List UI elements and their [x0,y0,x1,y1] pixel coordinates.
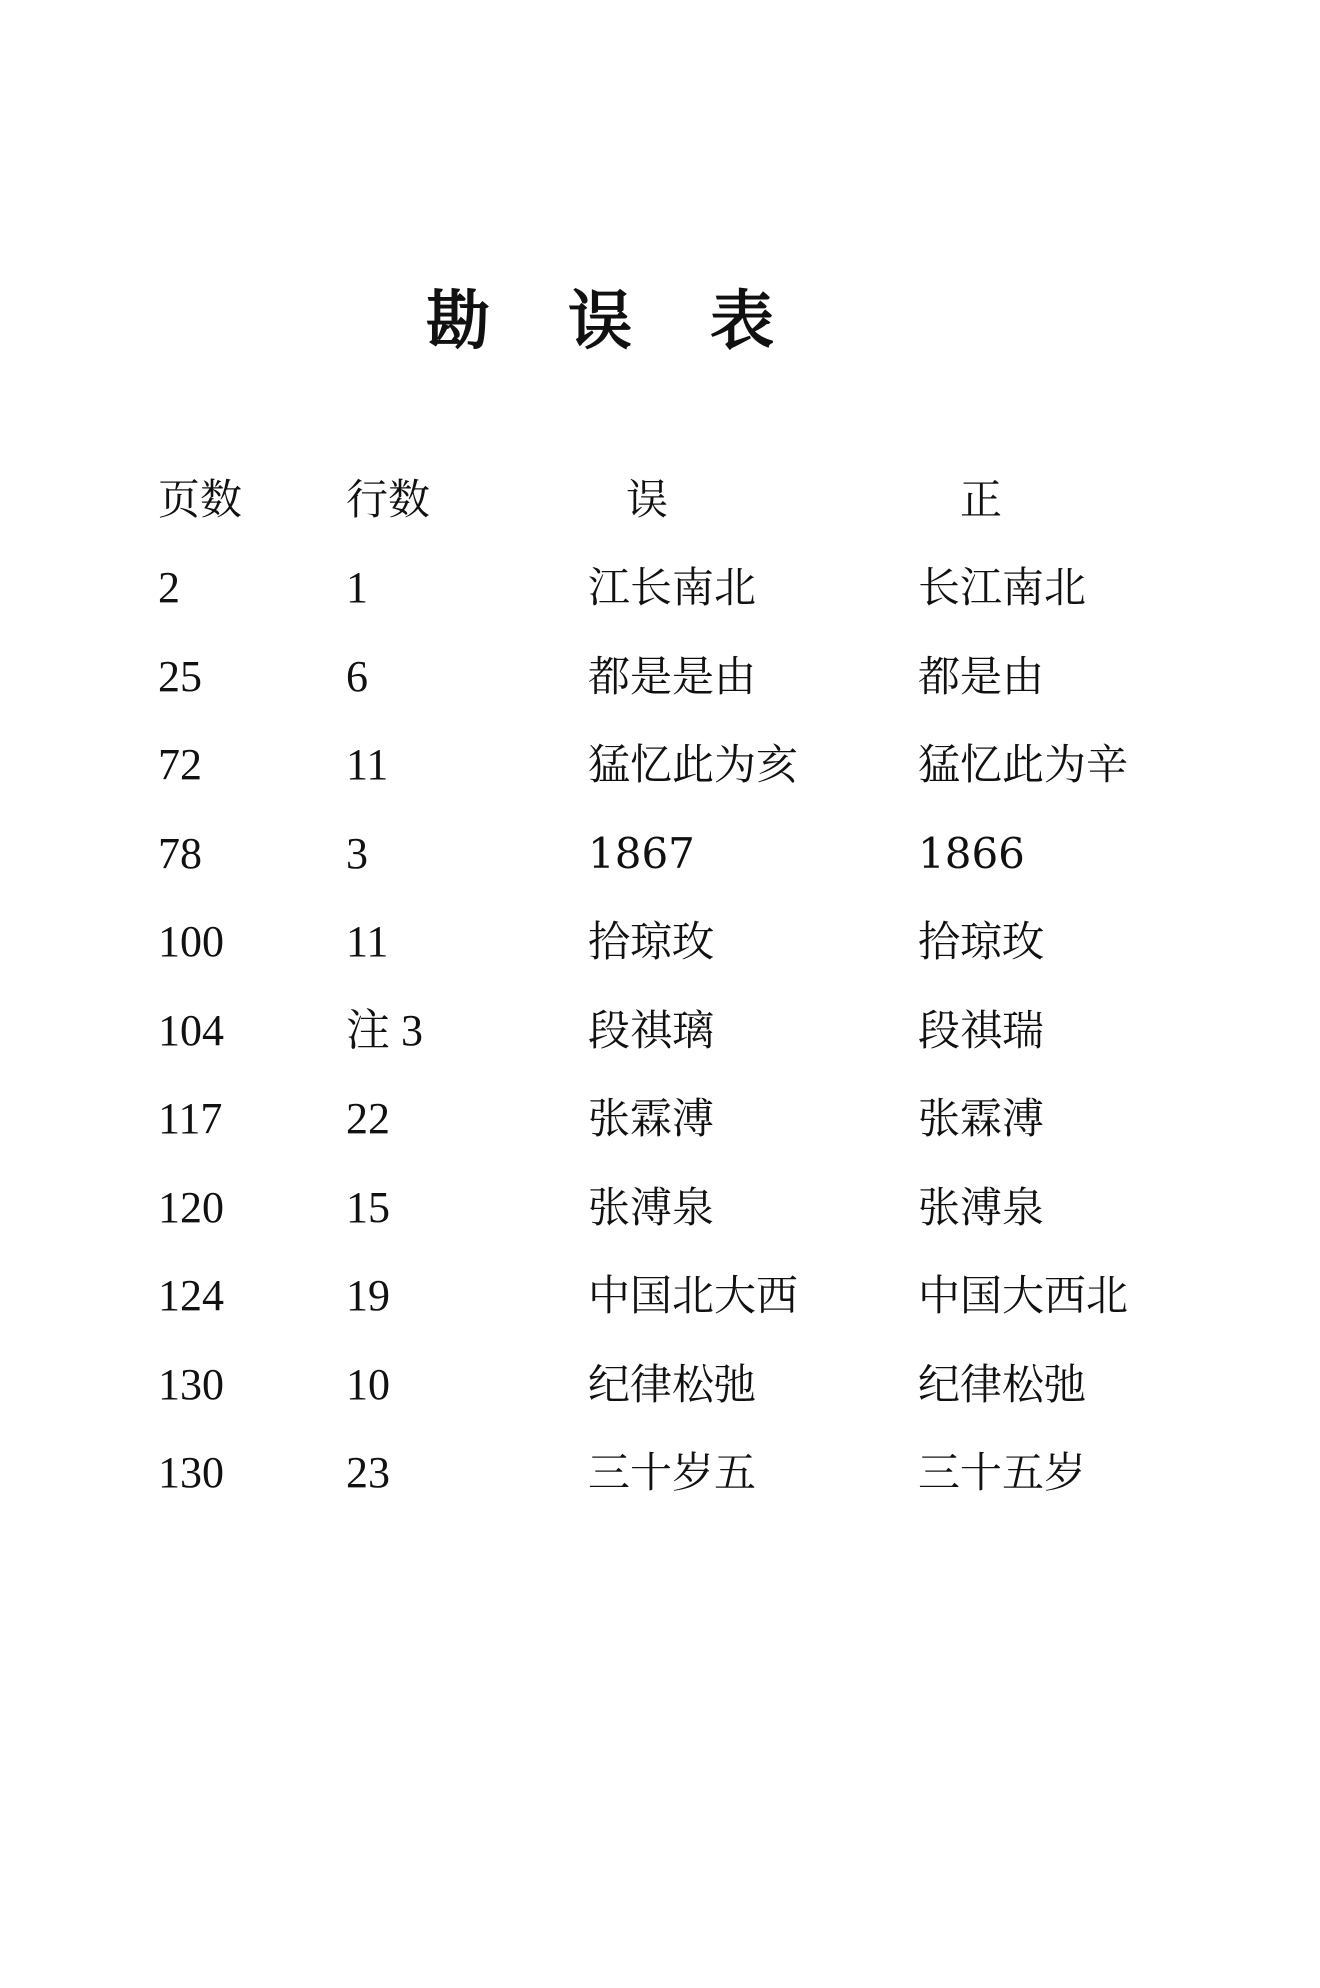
cell-line: 23 [346,1448,390,1497]
cell-page: 120 [158,1182,224,1232]
cell-line: 1 [346,563,368,612]
cell-line: 22 [346,1094,390,1143]
cell-page: 2 [158,563,180,612]
cell-line: 注 3 [346,1005,423,1055]
cell-page: 117 [158,1094,223,1143]
cell-correct: 猛忆此为辛 [918,740,1129,789]
cell-correct: 拾琼玫 [918,917,1045,966]
cell-correct: 长江南北 [918,563,1087,612]
cell-wrong: 张溥泉 [588,1182,715,1232]
cell-correct: 段祺瑞 [918,1005,1045,1055]
cell-line: 19 [346,1271,390,1320]
cell-page: 124 [158,1271,224,1320]
cell-correct: 都是由 [918,651,1045,701]
cell-correct: 中国大西北 [918,1271,1129,1320]
cell-page: 130 [158,1359,224,1409]
cell-wrong: 猛忆此为亥 [588,740,799,789]
cell-correct: 张溥泉 [918,1182,1045,1232]
cell-line: 15 [346,1182,390,1232]
cell-wrong: 江长南北 [588,563,757,612]
cell-page: 78 [158,828,202,878]
header-page: 页数 [158,475,243,524]
cell-line: 3 [346,828,368,878]
cell-wrong: 拾琼玫 [588,917,715,966]
cell-correct: 纪律松弛 [918,1359,1087,1409]
cell-page: 130 [158,1448,224,1497]
cell-wrong: 都是是由 [588,651,757,701]
cell-line: 11 [346,917,389,966]
cell-page: 104 [158,1005,224,1055]
cell-page: 100 [158,917,224,966]
header-wrong: 误 [626,475,669,524]
cell-line: 10 [346,1359,390,1409]
cell-correct: 张霖溥 [918,1094,1045,1143]
page-title: 勘误表 [426,284,852,359]
cell-wrong: 1867 [588,828,695,878]
cell-wrong: 张霖溥 [588,1094,715,1143]
header-correct: 正 [960,475,1003,524]
cell-wrong: 纪律松弛 [588,1359,757,1409]
cell-page: 72 [158,740,202,789]
cell-wrong: 中国北大西 [588,1271,799,1320]
cell-wrong: 三十岁五 [588,1448,757,1497]
cell-wrong: 段祺璃 [588,1005,715,1055]
cell-correct: 1866 [918,828,1025,878]
header-line: 行数 [346,475,431,524]
cell-line: 6 [346,651,368,701]
cell-line: 11 [346,740,389,789]
cell-page: 25 [158,651,202,701]
cell-correct: 三十五岁 [918,1448,1087,1497]
